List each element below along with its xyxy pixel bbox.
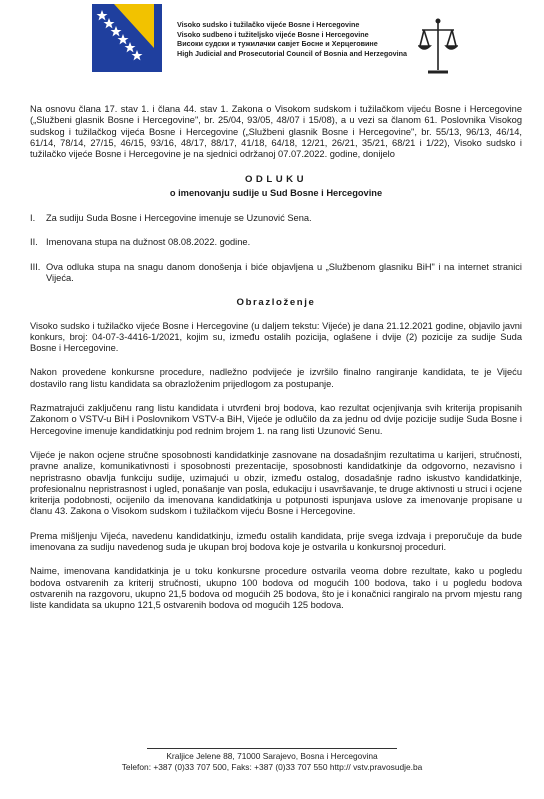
item-number: I. [30,213,36,224]
document-body [30,104,522,625]
footer-address: Kraljice Jelene 88, 71000 Sarajevo, Bosna i Hercegovina [166,751,378,761]
intro-paragraph: Na osnovu člana 17. stav 1. i člana 44. stav 1. Zakona o Visokom sudskom i tužilačkom vijeću Bosne i Hercegovine („Službeni glasnik Bosne i Hercegovine", br. 25/04, 93/05, 48/07 i 15/08), a u vezi sa članom 61. Poslovnika Visokog sudskog i tužilačkog vijeća Bosne i Hercegovine („Službeni glasnik Bosne i Hercegovine", br. 55/13, 96/13, 46/14, 61/14, 78/14, 27/15, 46/15, 93/16, 48/17, 88/17, 41/18, 64/18, 12/21, 26/21, 35/21, 68/21 i 1/22), Visoko sudsko i tužilačko vijeće Bosne i Hercegovine je na sjednici održanoj 07.07.2022. godine, donijelo [30,104,522,160]
decision-items [30,213,522,284]
reasoning-paragraph: Razmatrajući zaključenu rang listu kandidata i utvrđeni broj bodova, kao rezultat ocjenjivanja svih kriterija propisanih Zakonom o VSTV-u BiH i Poslovnikom VSTV-a BiH, Vijeće je odlučilo da za jednu od dvije pozicije sudije Suda Bosne i Hercegovine imenuje kandidatkinju pod rednim brojem 1. na rang listi Uzunović Senu. [30,403,522,436]
decision-subtitle: o imenovanju sudije u Sud Bosne i Hercegovine [169,187,383,198]
decision-item [30,237,522,248]
reasoning-paragraph: Nakon provedene konkursne procedure, nadležno podvijeće je izvršilo finalno rangiranje kandidata, te je Vijeću dostavilo rang listu kandidata sa obrazloženim prijedlogom za postupanje. [30,367,522,389]
reasoning-heading: Obrazloženje [236,297,316,309]
institution-line: Високи судски и тужилачки савјет Босне и Херцеговине [177,39,378,49]
reasoning-paragraph: Vijeće je nakon ocjene stručne sposobnosti kandidatkinje zasnovane na dosadašnjim rezultatima u karijeri, stručnosti, pravne analize, komunikativnosti i sposobnosti prezentacije, sposobnosti kandidatkinje da odgovorno, nezavisno i nepristrasno obavlja funkciju sudije, uzimajući u obzir, između ostalog, dosadašnje radno iskustvo kandidatkinje, profesionalnu nepristrasnost i ugled, ponašanje van posla, edukaciju i usavršavanje, te druge aktivnosti u struci i ocjene kriterija podobnosti, ocijenilo da imenovana kandidatkinja u potpunosti ispunjava uslove za imenovanje propisane u članu 43. Zakona o Visokom sudskom i tužilačkom vijeću Bosne i Hercegovine. [30,449,522,517]
page-footer [0,748,544,773]
item-number: II. [30,237,38,248]
reasoning-paragraph: Visoko sudsko i tužilačko vijeće Bosne i Hercegovine (u daljem tekstu: Vijeće) je dana 21.12.2021 godine, objavilo javni konkurs, broj: 04-07-3-4416-1/2021, kojim su, između ostalih pozicija, oglašene i dvije (2) pozicije za sudije Suda Bosne i Hercegovine. [30,320,522,354]
footer-divider [147,748,397,749]
letterhead [0,0,544,88]
item-text: Za sudiju Suda Bosne i Hercegovine imenuje se Uzunović Sena. [46,213,312,224]
decision-item [30,262,522,285]
institution-line: High Judicial and Prosecutorial Council of Bosnia and Herzegovina [177,48,408,58]
item-text: Ova odluka stupa na snagu danom donošenja i biće objavljena u „Službenom glasniku BiH" i na internet stranici Vijeća. [46,261,522,283]
item-number: III. [30,261,41,272]
bih-flag-icon [92,4,162,72]
justice-scales-icon [418,16,458,78]
footer-contact: Telefon: +387 (0)33 707 500, Faks: +387 (0)33 707 550 http:// vstv.pravosudje.ba [121,762,423,772]
decision-title: ODLUKU [244,174,308,186]
reasoning-paragraph: Naime, imenovana kandidatkinja je u toku konkursne procedure ostvarila veoma dobre rezultate, kako u pogledu bodova ostvarenih za kriterij stručnosti, ukupno 100 bodova od mogućih 100 bodova, tako i u pogledu bodova ostvarenih na razgovoru, ukupno 21,5 bodova od mogućih 25 bodova, što je i konačnici rangiralo na prvom mjestu rang liste kandidata sa ukupno 121,5 ostvarenih bodova od mogućih 125 bodova. [30,566,522,611]
decision-item [30,213,522,224]
institution-name-block [177,20,417,58]
institution-line: Visoko sudsko i tužilačko vijeće Bosne i Hercegovine [177,20,360,29]
item-text: Imenovana stupa na dužnost 08.08.2022. godine. [46,237,251,248]
reasoning-paragraph: Prema mišljenju Vijeća, navedenu kandidatkinju, između ostalih kandidata, prije svega izdvaja i preporučuje da bude imenovana za sudiju navedenog suda je ukupan broj bodova koje je ostvarila u konkursnoj proceduri. [30,530,522,553]
institution-line: Visoko sudbeno i tužiteljsko vijeće Bosne i Hercegovine [177,29,369,39]
